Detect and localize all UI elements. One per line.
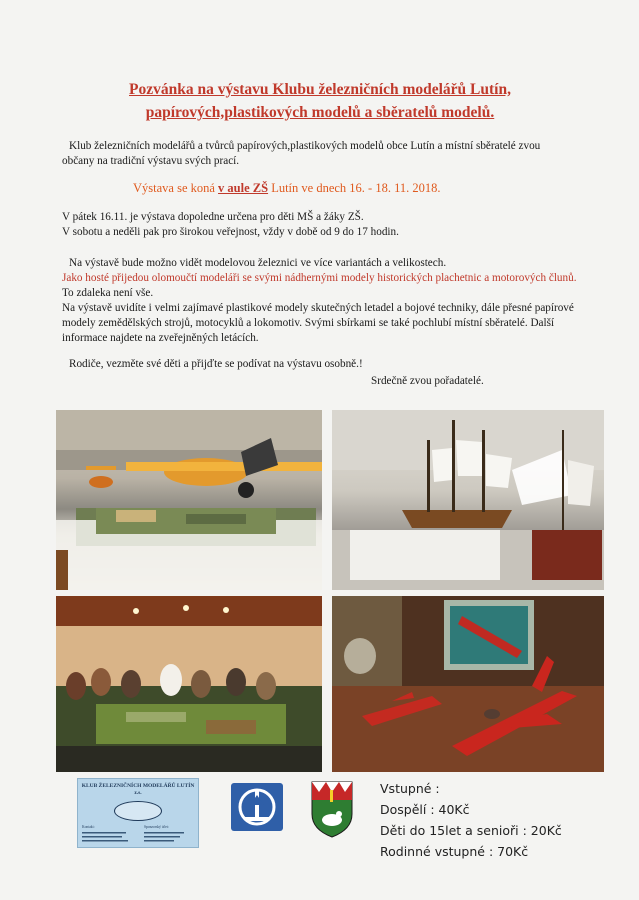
date-text-after: Lutín ve dnech 16. - 18. 11. 2018. <box>268 181 441 195</box>
photo-sailing-ships <box>332 410 604 590</box>
intro-paragraph <box>62 139 582 169</box>
club-card-heading: KLUB ŽELEZNIČNÍCH MODELÁŘŮ LUTÍN z.s. <box>81 783 195 796</box>
photo-jet-models <box>332 596 604 772</box>
club-stamp-oval <box>114 801 162 821</box>
details-paragraph <box>62 256 587 346</box>
intro-line-1: Klub železničních modelářů a tvůrců papírových,plastikových modelů obce Lutín a místní sběratelé zvou <box>69 140 541 152</box>
lutin-coat-of-arms <box>310 780 354 838</box>
photo-jet-drawing <box>332 596 604 772</box>
closing-line: Rodiče, vezměte své děti a přijďte se podívat na výstavu osobně.! <box>69 358 363 370</box>
fees-heading: Vstupné : <box>380 781 440 796</box>
admission-fees <box>380 778 562 862</box>
fee-family: Rodinné vstupné : 70Kč <box>380 844 529 859</box>
club-card-fine-print <box>82 831 194 845</box>
schedule-line-2: V sobotu a neděli pak pro širokou veřejnost, vždy v době od 9 do 17 hodin. <box>62 226 399 238</box>
guests-text: Jako hosté přijedou olomoučtí modeláři se svými nádhernými modely historických plachetnic a motorových člunů. <box>62 272 577 284</box>
photo-aircraft-drawing <box>56 410 322 590</box>
date-venue: v aule ZŠ <box>218 181 269 195</box>
fee-adults: Dospělí : 40Kč <box>380 802 470 817</box>
title-line-1: Pozvánka na výstavu Klubu železničních modelářů Lutín, <box>129 81 511 98</box>
club-info-card <box>77 778 199 848</box>
photo-visitors-layout <box>56 596 322 772</box>
details-line-3: To zdaleka není vše. <box>62 287 154 299</box>
photo-aircraft-layout <box>56 410 322 590</box>
invitation-title <box>60 78 580 124</box>
details-line-4: Na výstavě uvidíte i velmi zajímavé plastikové modely skutečných letadel a bojové techniky, dále přesné papírové modely zemědělských strojů, motocyklů a lokomotiv. Svými sbírkami se také pochlubí místní sběratelé. Další informace najdete na zveřejněných letácích. <box>62 302 574 344</box>
intro-line-2: občany na tradiční výstavu svých prací. <box>62 155 240 167</box>
title-line-2: papírových,plastikových modelů a sběratelů modelů. <box>145 104 495 121</box>
organizer-logo <box>231 783 283 831</box>
photo-visitors-drawing <box>56 596 322 772</box>
club-sponsor-label: Sponzorský účet: <box>144 825 169 829</box>
details-line-1: Na výstavě bude možno vidět modelovou železnici ve více variantách a velikostech. <box>69 257 447 269</box>
photo-ship-drawing <box>332 410 604 590</box>
schedule-line-1: V pátek 16.11. je výstava dopoledne určena pro děti MŠ a žáky ZŠ. <box>62 211 364 223</box>
signature: Srdečně zvou pořadatelé. <box>371 375 484 387</box>
fee-children-seniors: Děti do 15let a senioři : 20Kč <box>380 823 562 838</box>
date-text-before: Výstava se koná <box>133 181 219 195</box>
closing-paragraph <box>62 357 582 372</box>
organizer-logo-mark <box>231 783 283 831</box>
schedule-paragraph <box>62 210 582 240</box>
club-contact-label: Kontakt: <box>82 825 95 829</box>
exhibition-date-line <box>133 181 441 196</box>
